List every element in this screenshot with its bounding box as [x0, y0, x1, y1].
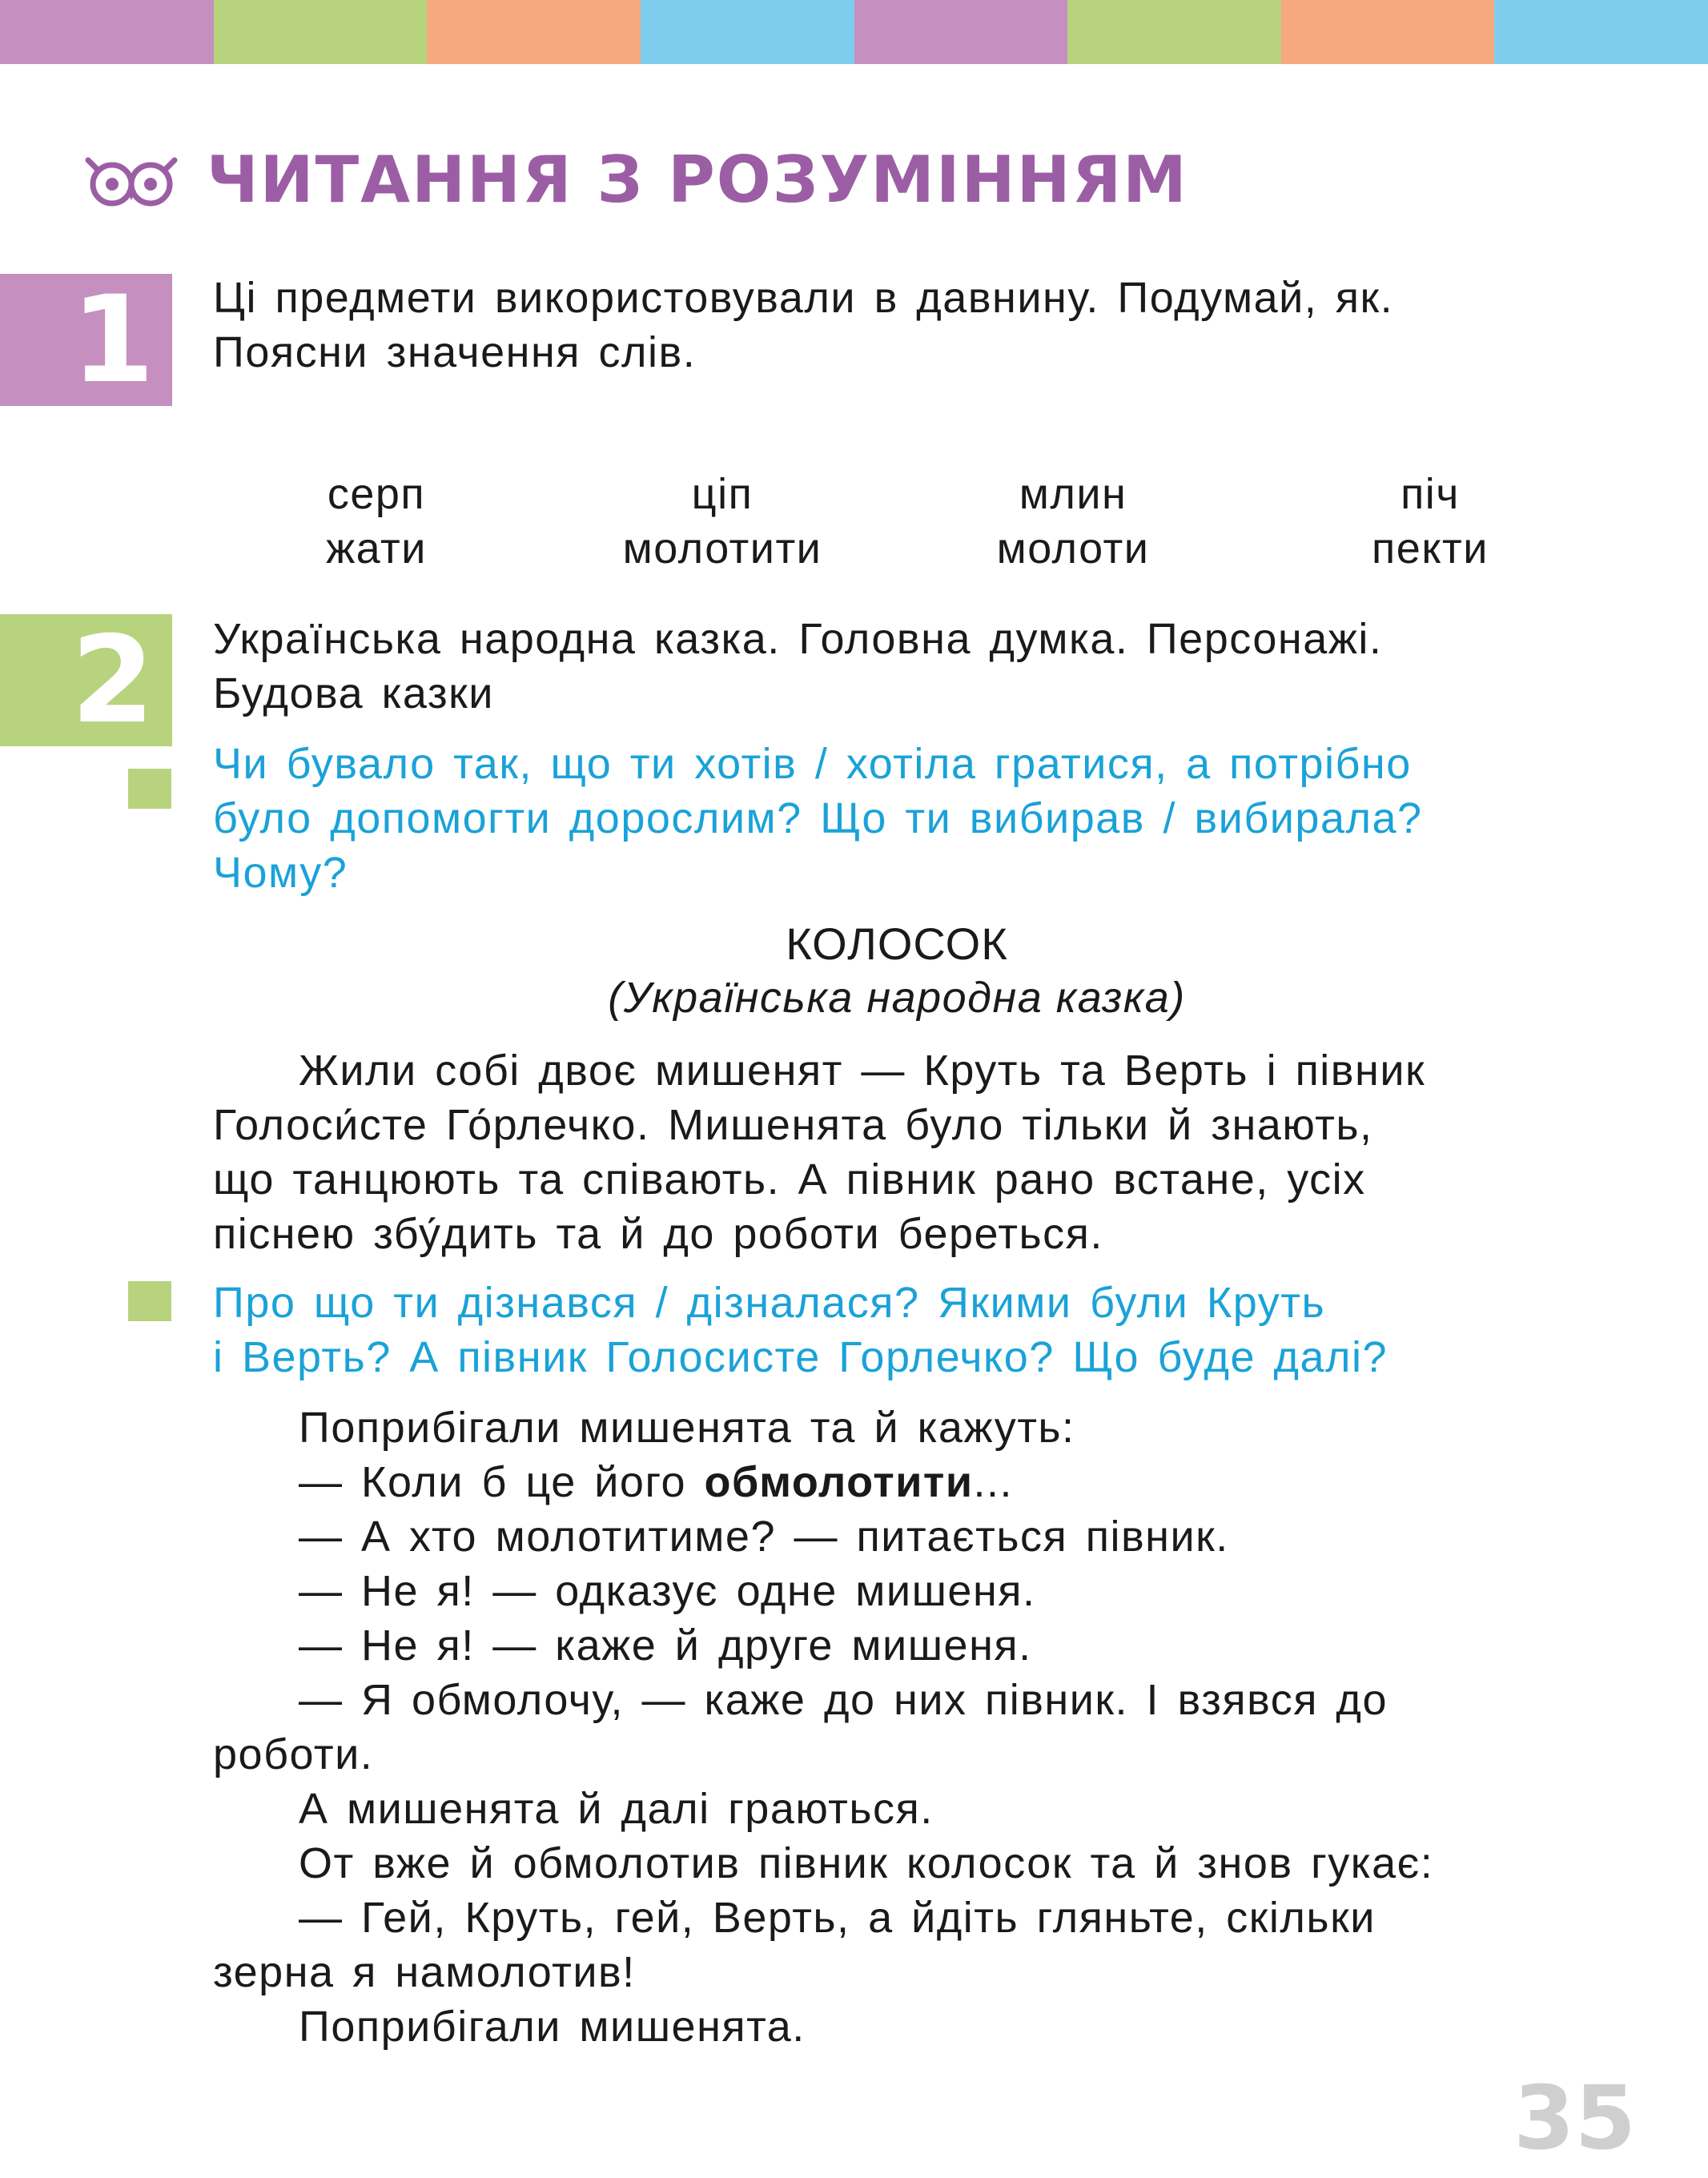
story-line [299, 1455, 1013, 1509]
task-number-badge: 2 [0, 614, 172, 746]
task1-instruction [213, 271, 1393, 380]
story-line: зерна я намолотив! [213, 1948, 636, 1996]
story-line: А мишенята й далі граються. [299, 1785, 934, 1833]
owl-eyes-icon [80, 152, 183, 208]
story-line: Поприбігали мишенята. [299, 2003, 806, 2051]
story-line: роботи. [213, 1730, 374, 1778]
question-line: і Верть? А півник Голосисте Горлечко? Що буде далі? [213, 1333, 1389, 1381]
word-noun: піч [1401, 470, 1460, 518]
word-verb: пекти [1372, 524, 1489, 573]
story-line: — А хто молотитиме? — питається півник. [299, 1513, 1229, 1561]
word-noun: млин [1019, 470, 1127, 518]
story-line: От вже й обмолотив півник колосок та й знов гукає: [299, 1839, 1434, 1887]
page-number: 35 [1513, 2067, 1637, 2169]
question-line: Чому? [213, 849, 348, 897]
word-list [0, 467, 1708, 579]
stripe-segment [1281, 0, 1495, 64]
story-line: — Гей, Круть, гей, Верть, а йдіть гляньте, скільки [299, 1894, 1376, 1942]
story-subtitle: (Українська народна казка) [608, 974, 1186, 1022]
top-color-bar [0, 0, 1708, 64]
word-pair [562, 467, 882, 576]
bold-word: обмолотити [704, 1458, 974, 1506]
task1-line: Поясни значення слів. [213, 328, 697, 376]
word-verb: жати [326, 524, 427, 573]
story-line: — Не я! — одказує одне мишеня. [299, 1567, 1036, 1615]
section-title: ЧИТАННЯ З РОЗУМІННЯМ [207, 143, 1188, 217]
task2-line: Будова казки [213, 669, 494, 717]
question-marker [128, 1281, 171, 1321]
word-verb: молоти [996, 524, 1150, 573]
question-line: було допомогти дорослим? Що ти вибирав / вибирала? [213, 794, 1423, 842]
story-title: КОЛОСОК [786, 918, 1008, 969]
story-line: Жили собі двоє мишенят — Круть та Верть і півник [299, 1047, 1426, 1095]
stripe-segment [0, 0, 214, 64]
dialogue-text: ... [973, 1458, 1014, 1506]
task2-instruction [213, 612, 1382, 721]
dialogue-text: — Коли б це його [299, 1458, 705, 1506]
task2-line: Українська народна казка. Головна думка. Персонажі. [213, 615, 1383, 663]
story-line: Голоси́сте Го́рлечко. Мишенята було тільки й знають, [213, 1101, 1373, 1149]
stripe-segment [854, 0, 1068, 64]
story-line: що танцюють та співають. А півник рано встане, усіх [213, 1155, 1366, 1204]
question-line: Чи бувало так, що ти хотів / хотіла гратися, а потрібно [213, 740, 1412, 788]
question-marker [128, 769, 171, 809]
stripe-segment [427, 0, 641, 64]
word-noun: серп [327, 470, 426, 518]
word-verb: молотити [622, 524, 822, 573]
section-header [80, 140, 1188, 220]
stripe-segment [641, 0, 854, 64]
story-line: піснею збу́дить та й до роботи береться. [213, 1210, 1103, 1258]
task-number-badge: 1 [0, 274, 172, 406]
story-line: — Я обмолочу, — каже до них півник. І взявся до [299, 1676, 1388, 1724]
task1-line: Ці предмети використовували в давнину. Подумай, як. [213, 274, 1394, 322]
stripe-segment [1494, 0, 1708, 64]
stripe-segment [214, 0, 428, 64]
word-pair [1270, 467, 1590, 576]
word-pair [913, 467, 1233, 576]
stripe-segment [1067, 0, 1281, 64]
word-noun: ціп [691, 470, 754, 518]
story-line: Поприбігали мишенята та й кажуть: [299, 1404, 1075, 1452]
word-pair [216, 467, 537, 576]
question-line: Про що ти дізнався / дізналася? Якими були Круть [213, 1279, 1326, 1327]
question-block [213, 737, 1423, 900]
story-line: — Не я! — каже й друге мишеня. [299, 1621, 1032, 1670]
